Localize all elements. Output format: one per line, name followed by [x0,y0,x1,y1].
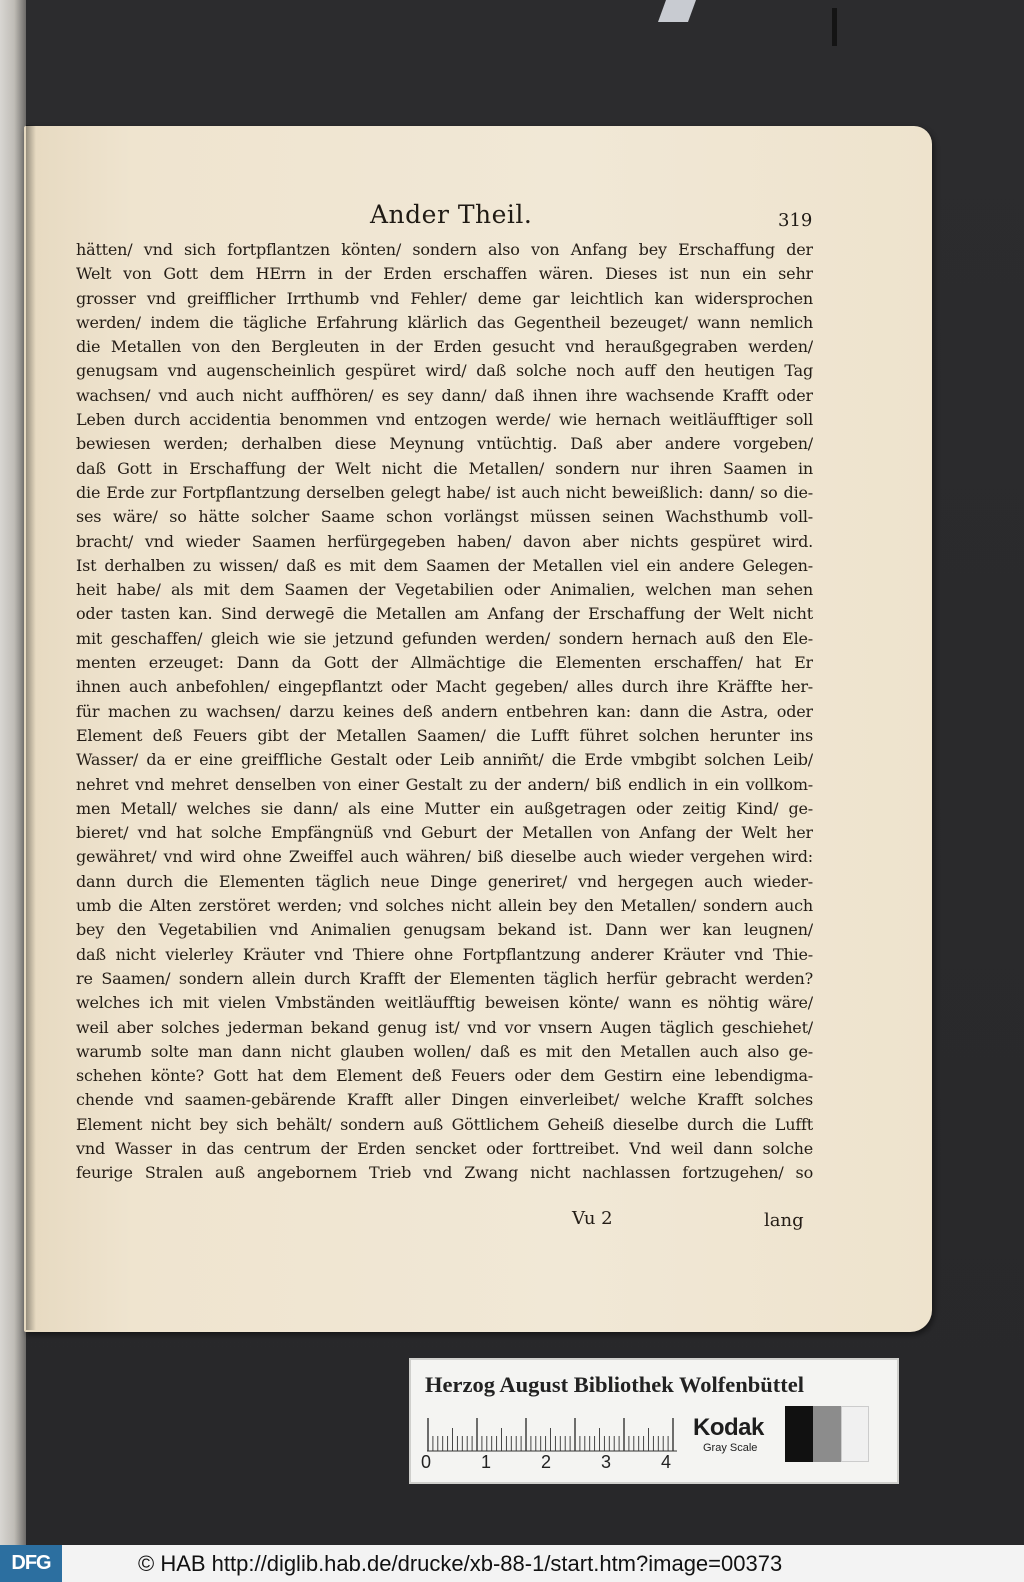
footer-copyright-url[interactable]: © HAB http://diglib.hab.de/drucke/xb-88-1/start.htm?image=00373 [138,1551,783,1576]
text-line: daß Gott in Erschaffung der Welt nicht die Metallen/ sondern nur ihren Saamen in [76,458,813,478]
library-color-strip [409,1358,899,1484]
running-head: Ander Theil. [370,200,533,229]
text-line: die Metallen von den Bergleuten in der Erden gesucht vnd heraußgegraben werden/ [76,337,813,357]
text-line: welches ich mit vielen Vmbständen weitläufftig beweisen könte/ wann es nöhtig wäre/ [76,993,813,1013]
text-line: umb die Alten zerstöret werden; vnd solches nicht allein bey den Metallen/ sondern auch [76,896,813,916]
scale-label: 0 [421,1452,432,1472]
text-line: die Erde zur Fortpflantzung derselben gelegt habe/ ist auch nicht beweißlich: dann/ so die- [76,482,813,502]
footer-bar [0,1545,1024,1582]
text-line: ses wäre/ so hätte solcher Saame schon vorlängst müssen seinen Wachsthumb voll- [76,507,813,527]
page-number: 319 [778,210,813,231]
previous-page-edge [0,0,26,1545]
text-line: bewiesen werden; derhalben diese Meynung vntüchtig. Daß aber andere vorgeben/ [76,434,813,454]
text-line: feurige Stralen auß angebornem Trieb vnd Zwang nicht nachlassen fortzugehen/ so [76,1163,813,1183]
text-line: menten erzeuget: Dann da Gott der Allmächtige die Elementen erschaffen/ hat Er [76,653,813,673]
text-line: ihnen auch anbefohlen/ eingepflantzt oder Macht gegeben/ alles durch ihre Kräffte her- [76,677,813,697]
text-line: bieret/ vnd hat solche Empfängnüß vnd Geburt der Metallen von Anfang der Welt her [76,823,813,843]
scale-label: 2 [541,1452,552,1472]
text-line: men Metall/ welches sie dann/ als eine Mutter ein außgetragen oder zeitig Kind/ ge- [76,798,813,818]
text-line: wachsen/ vnd auch nicht auffhören/ es sey dann/ daß ihnen ihre wachsende Krafft oder [76,385,813,405]
text-line: Ist derhalben zu wissen/ daß es mit dem Saamen der Metallen viel ein andere Gelegen- [76,555,813,575]
text-line: Element deß Feuers gibt der Metallen Saamen/ die Lufft führet solchen herunter ins [76,725,813,745]
gutter-shadow [26,125,36,1330]
text-line: heit habe/ als mit dem Saamen der Vegetabilien oder Animalien, welchen man sehen [76,580,813,600]
text-line: Leben durch accidentia benommen vnd entzogen werde/ wie hernach weitläufftiger soll [76,410,813,430]
clip-mark [832,8,837,46]
scale-label: 1 [481,1452,492,1472]
text-line: für machen zu wachsen/ darzu keines deß andern entbehren kan: dann die Astra, oder [76,701,813,721]
text-line: bracht/ vnd wieder Saamen herfürgegeben haben/ davon aber nichts gespüret wird. [76,531,813,551]
text-line: bey den Vegetabilien vnd Animalien genugsam bekand ist. Dann wer kan leugnen/ [76,920,813,940]
gray-scale-label: Gray Scale [703,1442,758,1454]
text-line: nehret vnd mehret denselben von einer Gestalt zu der andern/ biß endlich in ein vollkom- [76,774,813,794]
gray-patch-white [841,1406,869,1462]
scale-label: 4 [661,1452,672,1472]
scale-label: 3 [601,1452,612,1472]
scale-labels [421,1452,681,1476]
text-line: gewähret/ vnd wird ohne Zweiffel auch währen/ biß dieselbe auch wieder vergehen wird: [76,847,813,867]
text-line: dann durch die Elementen täglich neue Dinge generiret/ vnd hergegen auch wieder- [76,871,813,891]
text-line: oder tasten kan. Sind derwegē die Metallen am Anfang der Erschaffung der Welt nicht [76,604,813,624]
dfg-logo: DFG [0,1545,62,1582]
text-line: Wasser/ da er eine greiffliche Gestalt oder Leib annim̃t/ die Erde vmbgibt solchen Leib/ [76,750,813,770]
text-line: hätten/ vnd sich fortpflantzen könten/ sondern also von Anfang bey Erschaffung der [76,240,813,259]
text-line: chende vnd saamen-gebärende Krafft aller Dingen einverleibet/ welche Krafft solches [76,1090,813,1110]
gray-patch-mid [813,1406,841,1462]
text-line: Element nicht bey sich behält/ sondern auß Göttlichem Geheiß dieselbe durch die Lufft [76,1114,813,1134]
body-text [76,238,813,1186]
text-line: daß nicht vielerley Kräuter vnd Thiere ohne Fortpflantzung anderer Kräuter vnd Thie- [76,944,813,964]
text-line: vnd Wasser in das centrum der Erden sencket oder forttreibet. Vnd weil dann solche [76,1138,813,1158]
text-line: Welt von Gott dem HErrn in der Erden erschaffen wären. Dieses ist nun ein sehr [76,264,813,284]
gray-patch-black [785,1406,813,1462]
text-line: weil aber solches jederman bekand genug ist/ vnd vor vnsern Augen täglich geschiehet/ [76,1017,813,1037]
signature-mark: Vu 2 [572,1208,613,1229]
text-line: grosser vnd greifflicher Irrthumb vnd Fehler/ deme gar leichtlich kan widersprochen [76,288,813,308]
library-name: Herzog August Bibliothek Wolfenbüttel [425,1372,804,1397]
kodak-logo: Kodak [693,1414,764,1441]
text-line: re Saamen/ sondern allein durch Krafft der Elementen täglich herfür gebracht werden? [76,968,813,988]
text-line: warumb solte man dann nicht glauben wollen/ daß es mit den Metallen auch also ge- [76,1041,813,1061]
scale-ruler [427,1414,677,1452]
catchword: lang [764,1210,804,1231]
text-line: mit geschaffen/ gleich wie sie jetzund gefunden werden/ sondern hernach auß den Ele- [76,628,813,648]
text-line: schehen könte? Gott hat dem Element deß Feuers oder dem Gestirn eine lebendigma- [76,1066,813,1086]
text-line: werden/ indem die tägliche Erfahrung klärlich das Gegentheil bezeuget/ wann nemlich [76,312,813,332]
text-line: genugsam vnd augenscheinlich gespüret wird/ daß solche noch auff den heutigen Tag [76,361,813,381]
